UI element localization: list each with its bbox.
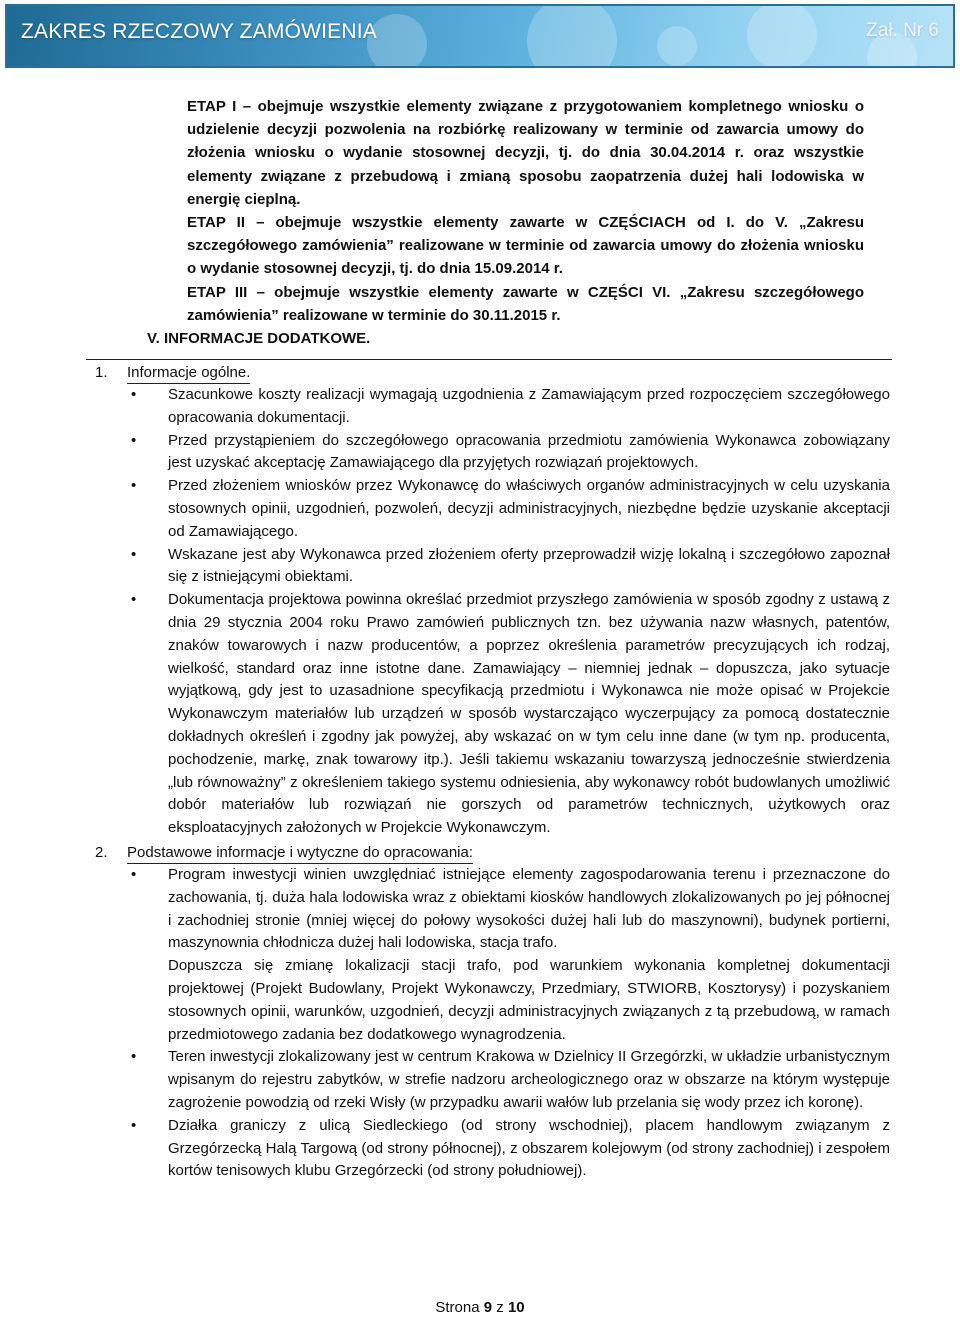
- bullet-list: [95, 384, 890, 840]
- bullet-icon: •: [131, 1116, 137, 1134]
- bullet-icon: •: [131, 386, 137, 404]
- list-item: • Przed złożeniem wniosków przez Wykonawcę do właściwych organów administracyjnych w celu uzyskania stosownych opinii, uzgodnień, pozwoleń, decyzji administracyjnych, niezbędne będzie uzyskanie akceptacji od Zamawiającego.: [131, 477, 890, 540]
- bullet-icon: •: [131, 865, 137, 883]
- list-item: • Wskazane jest aby Wykonawca przed złożeniem oferty przeprowadził wizję lokalną i szczegółowo zapoznał się z istniejącymi obiektami.: [131, 545, 890, 586]
- section-general-info: [95, 362, 890, 840]
- section-number: 1.: [95, 364, 108, 382]
- bullet-list: [95, 864, 890, 1183]
- header-title: ZAKRES RZECZOWY ZAMÓWIENIA: [21, 20, 377, 43]
- stages-block: [187, 95, 864, 327]
- section-title: [95, 362, 890, 384]
- list-item: • Program inwestycji winien uwzględniać istniejące elementy zagospodarowania terenu i przeznaczone do zachowania, tj. duża hala lodowiska wraz z obiektami kiosków handlowych zlokalizowanych po jej północnej i zachodniej stronie (mniej więcej do połowy wysokości dużej hali lub do maszynowni), budynek portierni, maszynownia chłodnicza dużej hali lodowiska, stacja trafo. Dopuszcza się zmianę lokalizacji stacji trafo, pod warunkiem wykonania kompletnej dokumentacji projektowej (Projekt Budowlany, Projekt Wykonawczy, Przedmiary, STWIORB, Kosztorysy) i pozyskaniem stosownych opinii, warunków, uzgodnień, decyzji administracyjnych związanych z tą przebudową, w ramach przedmiotowego zadania bez dodatkowego wynagrodzenia.: [131, 865, 890, 1043]
- section-label: Podstawowe informacje i wytyczne do opracowania:: [127, 842, 473, 864]
- document-header-banner: [5, 4, 955, 68]
- bullet-icon: •: [131, 1048, 137, 1066]
- list-item: • Teren inwestycji zlokalizowany jest w centrum Krakowa w Dzielnicy II Grzegórzki, w układzie urbanistycznym wpisanym do rejestru zabytków, w strefie nadzoru archeologicznego oraz w obszarze na którym występuje zagrożenie powodzią od rzeki Wisły (w przypadku awarii wałów lub przelania się wody przez ich koronę).: [131, 1048, 890, 1111]
- section-label: Informacje ogólne.: [127, 362, 250, 384]
- page-content: [0, 95, 960, 1183]
- stage-2-text: ETAP II – obejmuje wszystkie elementy zawarte w CZĘŚCIACH od I. do V. „Zakresu szczegółowego zamówienia” realizowane w terminie od zawarcia umowy do złożenia wniosku o wydanie stosownej decyzji, tj. do dnia 15.09.2014 r.: [187, 214, 864, 278]
- attachment-number: Zał. Nr 6: [866, 20, 939, 41]
- section-guidelines: [95, 842, 890, 1183]
- list-item: • Przed przystąpieniem do szczegółowego opracowania przedmiotu zamówienia Wykonawca zobowiązany jest uzyskać akceptację Zamawiającego dla przyjętych rozwiązań projektowych.: [131, 431, 890, 472]
- list-item: • Szacunkowe koszty realizacji wymagają uzgodnienia z Zamawiającym przed rozpoczęciem szczegółowego opracowania dokumentacji.: [131, 386, 890, 426]
- list-item: • Dokumentacja projektowa powinna określać przedmiot przyszłego zamówienia w sposób zgodny z ustawą z dnia 29 stycznia 2004 roku Prawo zamówień publicznych tzn. bez używania nazw własnych, patentów, znaków towarowych i nazw producentów, a poprzez określenia parametrów precyzujących ich rodzaj, wielkość, standard oraz inne istotne dane. Zamawiający – niemniej jednak – dopuszcza, jako sytuacje wyjątkową, gdy jest to uzasadnione specyfikacją przedmiotu i Wykonawca nie może opisać w Projekcie Wykonawczym materiałów lub urządzeń w sposób wystarczająco wyczerpujący za pomocą dostatecznie dokładnych określeń i zgodny jak powyżej, aby wskazać on w tym celu inne dane (w tym np. producenta, pochodzenie, markę, znak towarowy itp.). Jeśli takiemu wskazaniu towarzyszą jednocześnie stwierdzenia „lub równoważny” z określeniem takiego systemu odniesienia, aby wykonawcy robót budowlanych umożliwić dobór materiałów lub rozwiązań nie gorszych od parametrów technicznych, użytkowych oraz eksploatacyjnych założonych w Projekcie Wykonawczym.: [131, 591, 890, 837]
- list-item: • Działka graniczy z ulicą Siedleckiego (od strony wschodniej), placem handlowym związanym z Grzegórzecką Halą Targową (od strony północnej), z obszarem kolejowym (od strony zachodniej) i zespołem kortów tenisowych klubu Grzegórzecki (od strony południowej).: [131, 1116, 890, 1180]
- section-number: 2.: [95, 843, 108, 861]
- total-pages: 10: [507, 1299, 525, 1316]
- section-heading: V. INFORMACJE DODATKOWE.: [147, 330, 371, 348]
- bullet-icon: •: [131, 477, 137, 495]
- stage-3-text: ETAP III – obejmuje wszystkie elementy zawarte w CZĘŚCI VI. „Zakresu szczegółowego zamówienia” realizowane w terminie do 30.11.2015 r.: [187, 283, 864, 324]
- divider: [86, 359, 892, 360]
- bullet-icon: •: [131, 591, 137, 609]
- current-page: 9: [483, 1299, 493, 1316]
- stage-1-text: ETAP I – obejmuje wszystkie elementy związane z przygotowaniem kompletnego wniosku o udzielenie decyzji pozwolenia na rozbiórkę realizowany w terminie od zawarcia umowy do złożenia wniosku o wydanie stosownej decyzji, tj. do dnia 30.04.2014 r. oraz wszystkie elementy związane z przebudową i zmianą sposobu zaopatrzenia dużej hali lodowiska w energię cieplną.: [187, 98, 864, 208]
- bullet-icon: •: [131, 431, 137, 449]
- section-title: [95, 842, 890, 864]
- page-footer: Strona 9 z 10: [435, 1299, 525, 1316]
- bullet-icon: •: [131, 545, 137, 563]
